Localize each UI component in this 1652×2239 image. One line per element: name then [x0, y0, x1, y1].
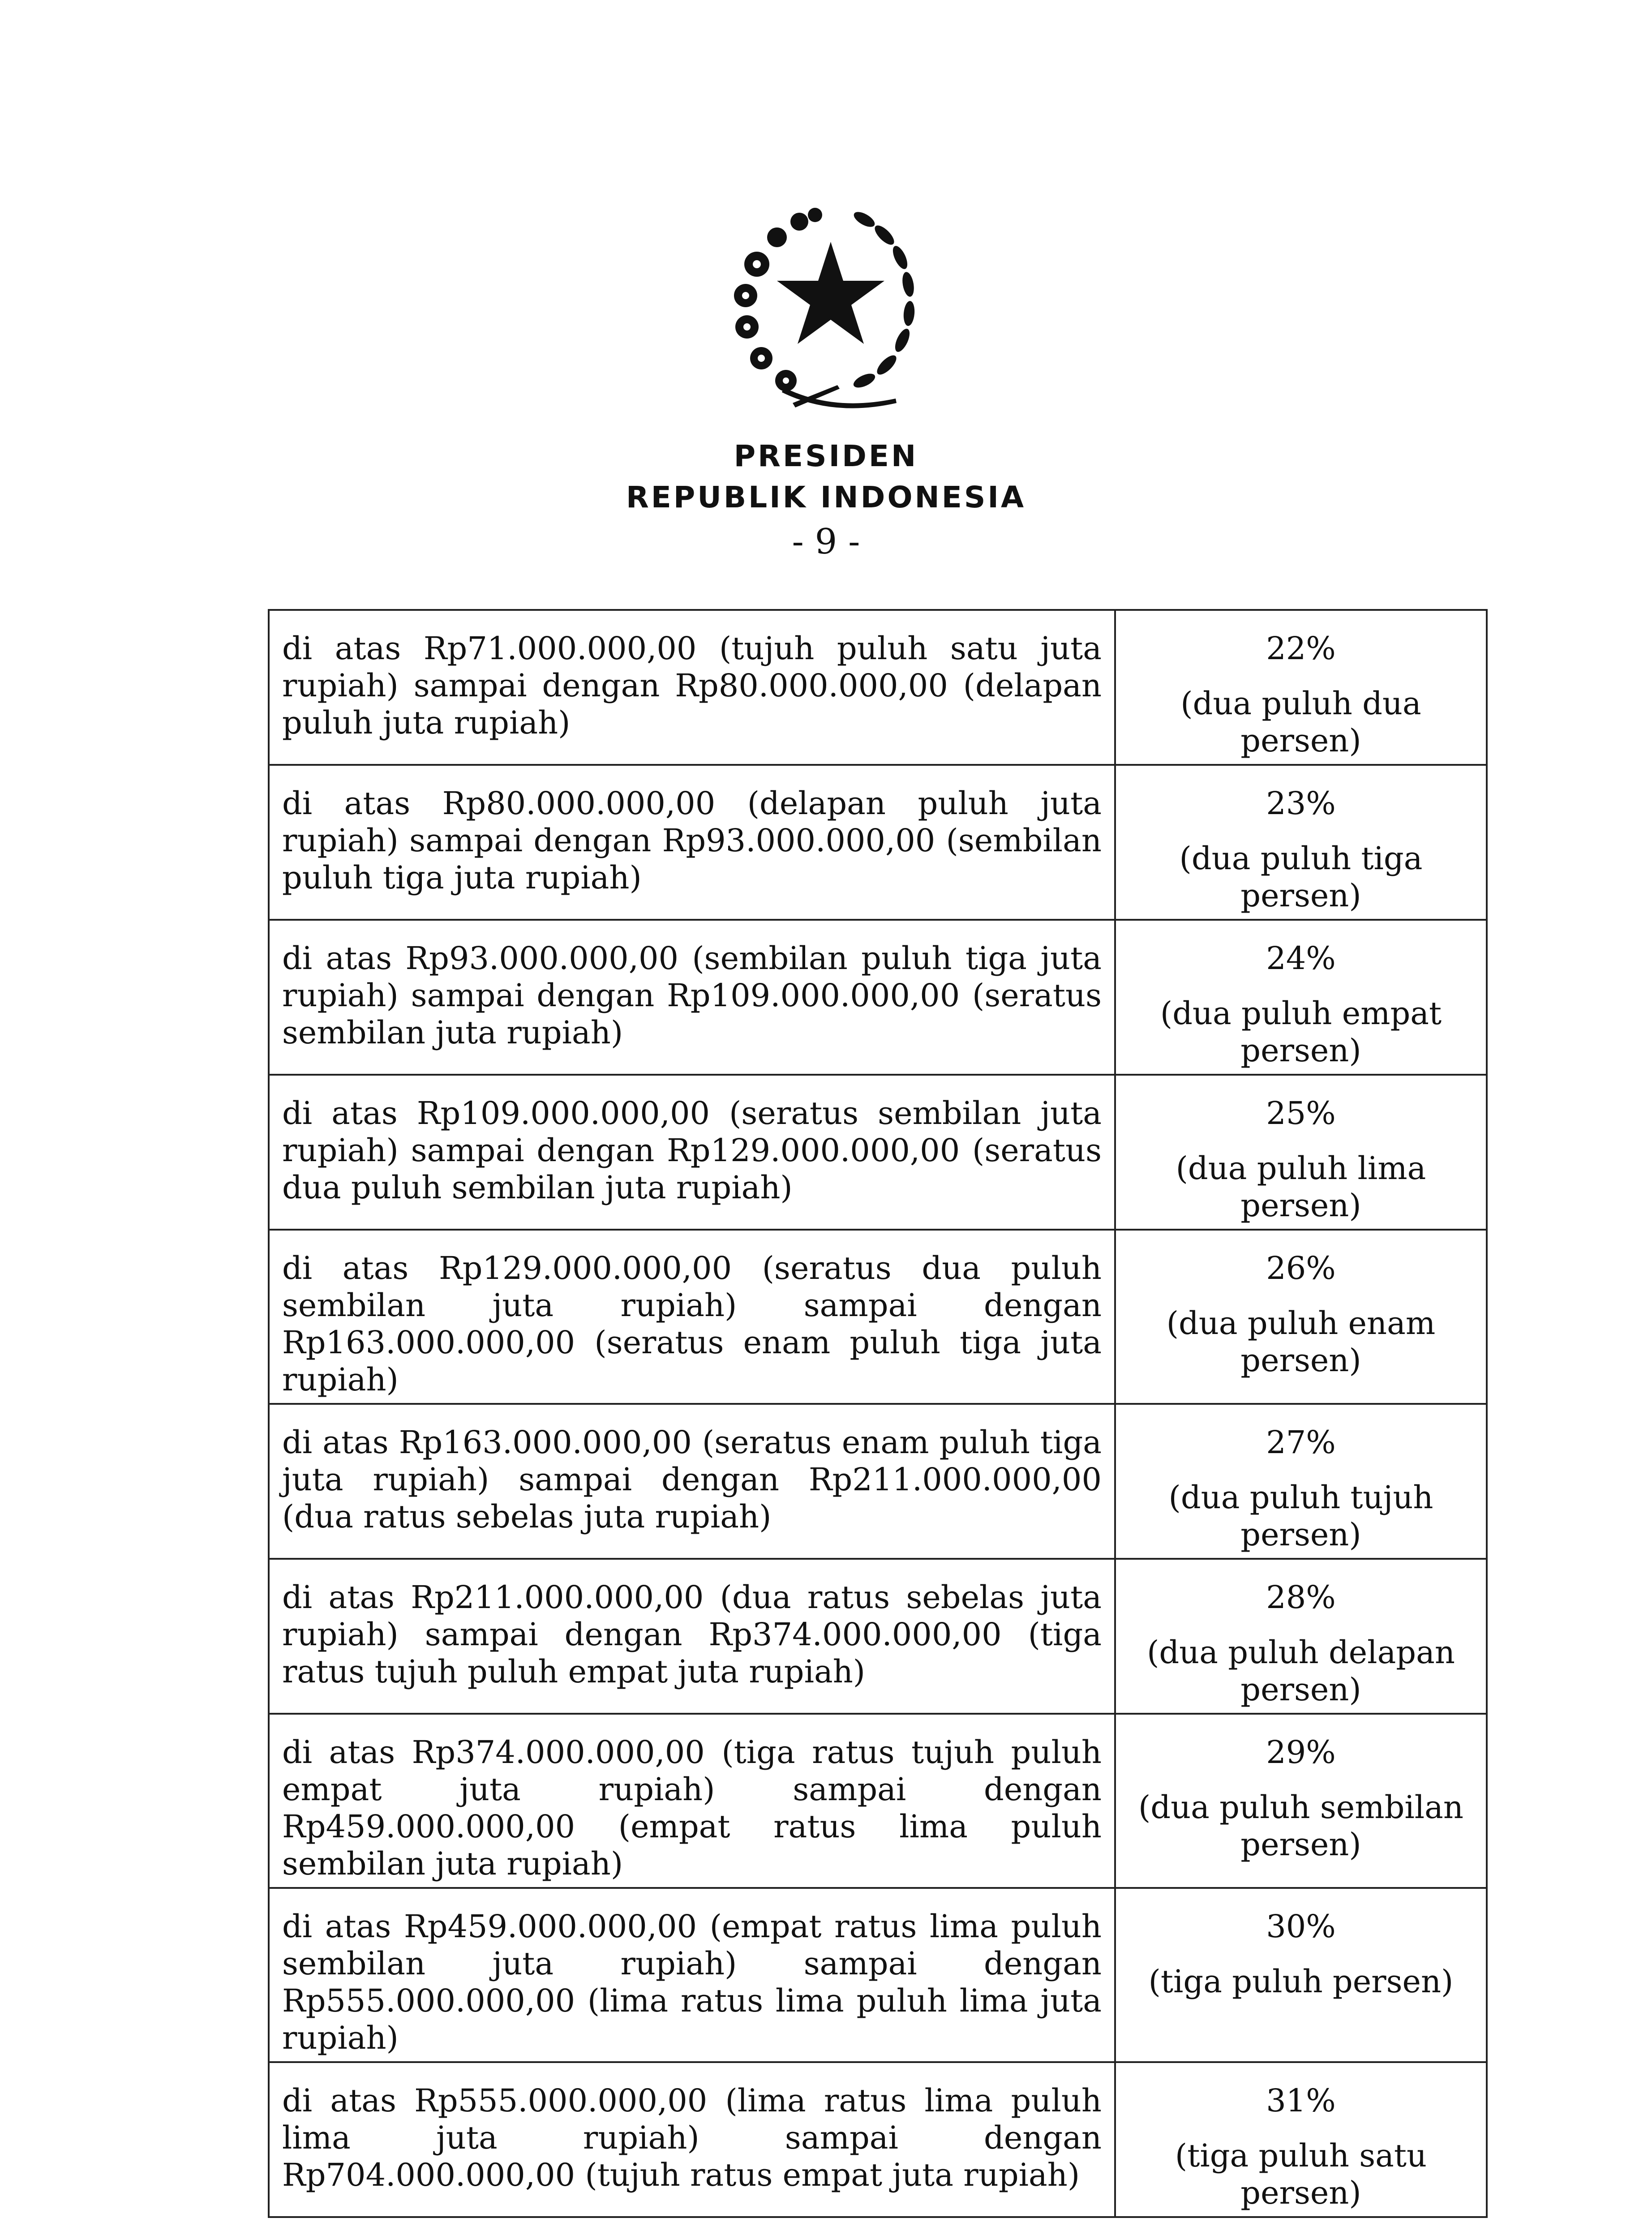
- tax-rate-cell: [1115, 2062, 1487, 2217]
- tax-rate-cell: [1115, 1230, 1487, 1404]
- garuda-star-emblem: [703, 188, 949, 421]
- income-range-cell: di atas Rp71.000.000,00 (tujuh puluh satu juta rupiah) sampai dengan Rp80.000.000,00 (delapan puluh juta rupiah): [269, 610, 1115, 765]
- income-range-cell: di atas Rp109.000.000,00 (seratus sembilan juta rupiah) sampai dengan Rp129.000.000,00 (seratus dua puluh sembilan juta rupiah): [269, 1075, 1115, 1230]
- rate-in-words: (dua puluh sembilan persen): [1138, 1789, 1463, 1863]
- rate-in-words: (dua puluh tiga persen): [1179, 840, 1423, 914]
- income-range-cell: di atas Rp459.000.000,00 (empat ratus lima puluh sembilan juta rupiah) sampai dengan Rp555.000.000,00 (lima ratus lima puluh lima juta rupiah): [269, 1888, 1115, 2062]
- table-row: [269, 1404, 1487, 1559]
- rate-percent: 25%: [1266, 1095, 1336, 1132]
- table-row: [269, 765, 1487, 920]
- income-range-cell: di atas Rp555.000.000,00 (lima ratus lima puluh lima juta rupiah) sampai dengan Rp704.000.000,00 (tujuh ratus empat juta rupiah): [269, 2062, 1115, 2217]
- rate-percent: 31%: [1266, 2082, 1336, 2119]
- rate-percent: 29%: [1266, 1734, 1336, 1771]
- rate-percent: 27%: [1266, 1424, 1336, 1461]
- tax-rate-cell: [1115, 1888, 1487, 2062]
- income-range-cell: di atas Rp211.000.000,00 (dua ratus sebelas juta rupiah) sampai dengan Rp374.000.000,00 (tiga ratus tujuh puluh empat juta rupiah): [269, 1559, 1115, 1714]
- income-range-cell: di atas Rp163.000.000,00 (seratus enam puluh tiga juta rupiah) sampai dengan Rp211.000.000,00 (dua ratus sebelas juta rupiah): [269, 1404, 1115, 1559]
- rate-in-words: (tiga puluh persen): [1148, 1963, 1454, 2000]
- header-republic: REPUBLIK INDONESIA: [626, 480, 1026, 515]
- rate-percent: 23%: [1266, 785, 1336, 822]
- tax-rate-cell: [1115, 1404, 1487, 1559]
- rate-in-words: (dua puluh dua persen): [1180, 685, 1421, 759]
- tax-rate-cell: [1115, 765, 1487, 920]
- table-row: [269, 1714, 1487, 1888]
- rate-percent: 22%: [1266, 630, 1336, 667]
- income-range-cell: di atas Rp80.000.000,00 (delapan puluh juta rupiah) sampai dengan Rp93.000.000,00 (sembilan puluh tiga juta rupiah): [269, 765, 1115, 920]
- rate-percent: 30%: [1266, 1908, 1336, 1945]
- table-row: [269, 1075, 1487, 1230]
- table-row: [269, 920, 1487, 1075]
- rate-percent: 26%: [1266, 1250, 1336, 1287]
- table-row: [269, 610, 1487, 765]
- page-number: - 9 -: [792, 522, 860, 562]
- rate-in-words: (dua puluh empat persen): [1160, 995, 1442, 1069]
- tax-rate-table: [268, 609, 1488, 2218]
- rate-in-words: (dua puluh lima persen): [1176, 1150, 1426, 1224]
- table-row: [269, 1230, 1487, 1404]
- rate-in-words: (tiga puluh satu persen): [1175, 2137, 1427, 2211]
- table-row: [269, 1559, 1487, 1714]
- rate-in-words: (dua puluh tujuh persen): [1168, 1479, 1433, 1553]
- income-range-cell: di atas Rp93.000.000,00 (sembilan puluh tiga juta rupiah) sampai dengan Rp109.000.000,00 (seratus sembilan juta rupiah): [269, 920, 1115, 1075]
- tax-rate-cell: [1115, 920, 1487, 1075]
- rate-in-words: (dua puluh delapan persen): [1147, 1634, 1455, 1708]
- rate-percent: 24%: [1266, 940, 1336, 977]
- rate-in-words: (dua puluh enam persen): [1166, 1305, 1436, 1379]
- header-president: PRESIDEN: [734, 439, 918, 473]
- table-row: [269, 2062, 1487, 2217]
- table-row: [269, 1888, 1487, 2062]
- tax-rate-cell: [1115, 610, 1487, 765]
- income-range-cell: di atas Rp374.000.000,00 (tiga ratus tujuh puluh empat juta rupiah) sampai dengan Rp459.000.000,00 (empat ratus lima puluh sembilan juta rupiah): [269, 1714, 1115, 1888]
- tax-rate-cell: [1115, 1714, 1487, 1888]
- rate-percent: 28%: [1266, 1579, 1336, 1616]
- income-range-cell: di atas Rp129.000.000,00 (seratus dua puluh sembilan juta rupiah) sampai dengan Rp163.000.000,00 (seratus enam puluh tiga juta rupiah): [269, 1230, 1115, 1404]
- tax-rate-cell: [1115, 1559, 1487, 1714]
- tax-rate-cell: [1115, 1075, 1487, 1230]
